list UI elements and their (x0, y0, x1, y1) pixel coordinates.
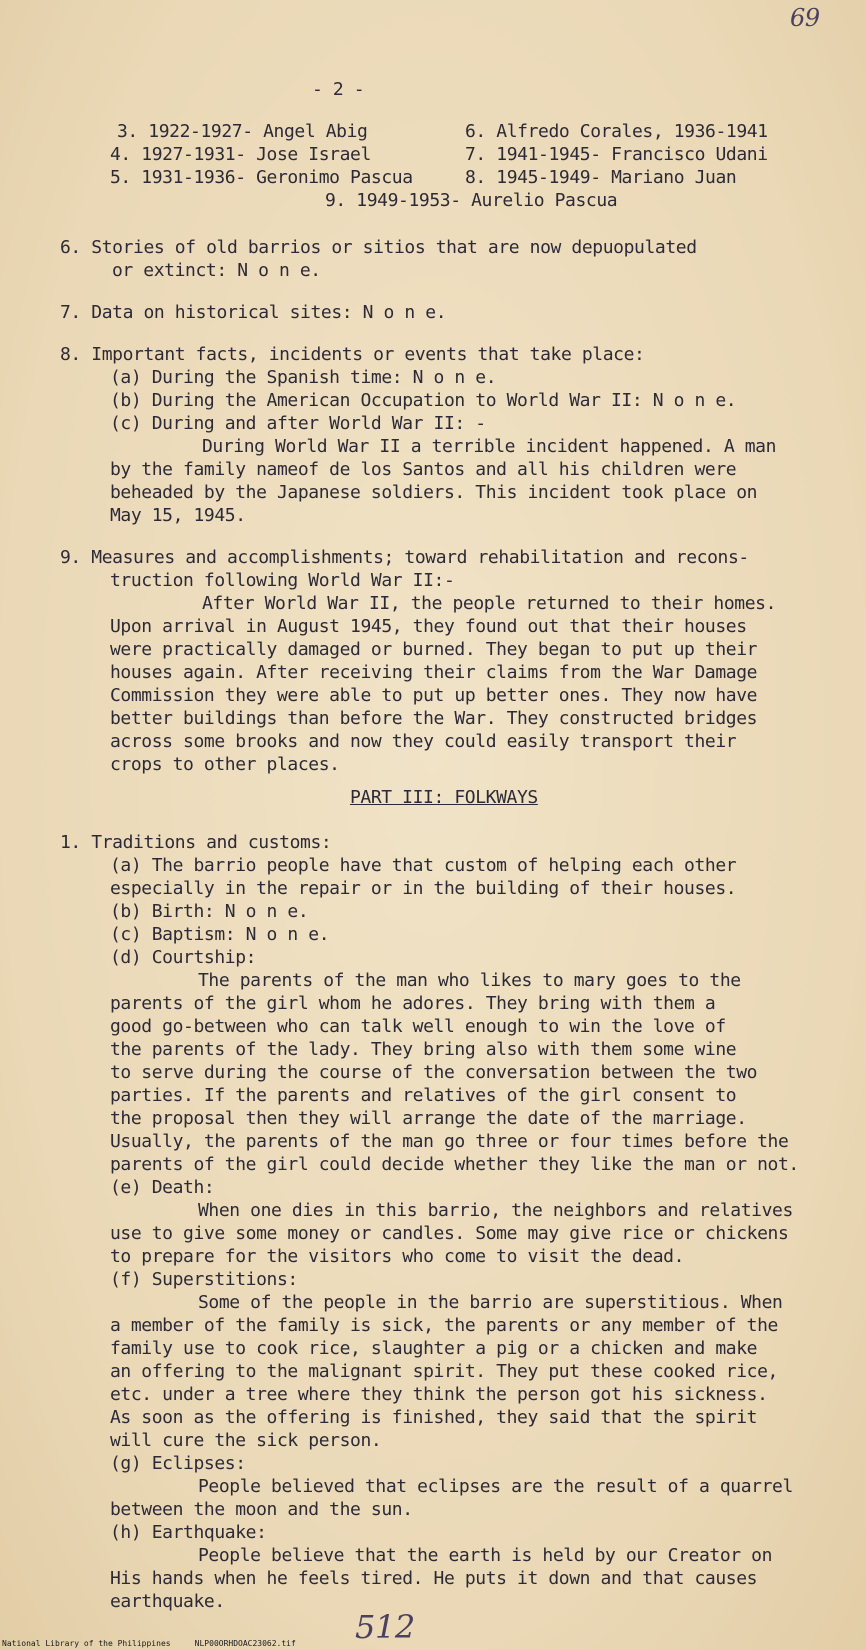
part-title: PART III: FOLKWAYS (350, 787, 538, 808)
superstition-line: Some of the people in the barrio are superstitious. When (198, 1292, 783, 1313)
item8-para-line: During World War II a terrible incident happened. A man (202, 436, 777, 457)
item9-line1: 9. Measures and accomplishments; toward rehabilitation and recons- (60, 547, 749, 568)
superstition-line: will cure the sick person. (110, 1430, 382, 1451)
item9-para-line: Commission they were able to put up better ones. They now have (110, 685, 758, 706)
item8-para-line: by the family nameof de los Santos and all his children were (110, 459, 737, 480)
folk-earthquake-heading: (h) Earthquake: (110, 1522, 267, 1543)
item9-para-line: crops to other places. (110, 754, 340, 775)
death-line: use to give some money or candles. Some may give rice or chickens (110, 1223, 789, 1244)
folk-birth: (b) Birth: N o n e. (110, 901, 309, 922)
eclipse-line: between the moon and the sun. (110, 1499, 413, 1520)
earthquake-line: People believe that the earth is held by our Creator on (198, 1545, 773, 1566)
courtship-line: the proposal then they will arrange the date of the marriage. (110, 1108, 747, 1129)
courtship-line: good go-between who can talk well enough to win the love of (110, 1016, 726, 1037)
folk-eclipses-heading: (g) Eclipses: (110, 1453, 246, 1474)
item9-para-line: across some brooks and now they could easily transport their (110, 731, 737, 752)
item8-para-line: May 15, 1945. (110, 505, 246, 526)
official-6: 6. Alfredo Corales, 1936-1941 (465, 121, 768, 142)
official-5: 5. 1931-1936- Geronimo Pascua (110, 167, 413, 188)
official-3: 3. 1922-1927- Angel Abig (117, 121, 368, 142)
official-4: 4. 1927-1931- Jose Israel (110, 144, 371, 165)
item9-para-line: houses again. After receiving their claims from the War Damage (110, 662, 758, 683)
folkways-heading: 1. Traditions and customs: (60, 832, 332, 853)
corner-page-mark: 69 (790, 4, 820, 32)
courtship-line: parents of the girl could decide whether they like the man or not. (110, 1154, 799, 1175)
item9-para-line: After World War II, the people returned to their homes. (202, 593, 777, 614)
folk-baptism: (c) Baptism: N o n e. (110, 924, 330, 945)
item9-para-line: better buildings than before the War. They constructed bridges (110, 708, 758, 729)
earthquake-line: earthquake. (110, 1591, 225, 1612)
item8-c: (c) During and after World War II: - (110, 413, 486, 434)
superstition-line: family use to cook rice, slaughter a pig or a chicken and make (110, 1338, 758, 1359)
folk-superstitions-heading: (f) Superstitions: (110, 1269, 298, 1290)
item8-para-line: beheaded by the Japanese soldiers. This incident took place on (110, 482, 758, 503)
courtship-line: the parents of the lady. They bring also with them some wine (110, 1039, 737, 1060)
item8-a: (a) During the Spanish time: N o n e. (110, 367, 497, 388)
item6-line2: or extinct: N o n e. (112, 260, 321, 281)
courtship-line: The parents of the man who likes to mary goes to the (198, 970, 741, 991)
item9-para-line: were practically damaged or burned. They began to put up their (110, 639, 758, 660)
superstition-line: an offering to the malignant spirit. They put these cooked rice, (110, 1361, 778, 1382)
folk-a-line: (a) The barrio people have that custom of helping each other (110, 855, 737, 876)
superstition-line: etc. under a tree where they think the person got his sickness. (110, 1384, 768, 1405)
eclipse-line: People believed that eclipses are the result of a quarrel (198, 1476, 793, 1497)
page-number: - 2 - (312, 79, 365, 100)
item8-heading: 8. Important facts, incidents or events that take place: (60, 344, 645, 365)
superstition-line: a member of the family is sick, the parents or any member of the (110, 1315, 778, 1336)
item9-line2: truction following World War II:- (110, 570, 455, 591)
courtship-line: to serve during the course of the conversation between the two (110, 1062, 758, 1083)
footer-filename: NLP00ORHDOAC23062.tif (194, 1639, 296, 1648)
item7: 7. Data on historical sites: N o n e. (60, 302, 447, 323)
official-8: 8. 1945-1949- Mariano Juan (465, 167, 737, 188)
courtship-line: parents of the girl whom he adores. They bring with them a (110, 993, 716, 1014)
footer-library: National Library of the Philippines (2, 1639, 171, 1648)
item6-line1: 6. Stories of old barrios or sitios that are now depuopulated (60, 237, 697, 258)
death-line: to prepare for the visitors who come to visit the dead. (110, 1246, 685, 1267)
folk-a-line: especially in the repair or in the building of their houses. (110, 878, 737, 899)
superstition-line: As soon as the offering is finished, they said that the spirit (110, 1407, 758, 1428)
earthquake-line: His hands when he feels tired. He puts it down and that causes (110, 1568, 758, 1589)
item8-b: (b) During the American Occupation to World War II: N o n e. (110, 390, 737, 411)
courtship-line: Usually, the parents of the man go three or four times before the (110, 1131, 789, 1152)
death-line: When one dies in this barrio, the neighbors and relatives (198, 1200, 793, 1221)
official-7: 7. 1941-1945- Francisco Udani (465, 144, 768, 165)
folk-courtship-heading: (d) Courtship: (110, 947, 257, 968)
handwritten-number: 512 (355, 1608, 415, 1646)
item9-para-line: Upon arrival in August 1945, they found out that their houses (110, 616, 747, 637)
folk-death-heading: (e) Death: (110, 1177, 215, 1198)
official-9: 9. 1949-1953- Aurelio Pascua (325, 190, 618, 211)
footer (2, 1639, 296, 1649)
courtship-line: parties. If the parents and relatives of the girl consent to (110, 1085, 737, 1106)
